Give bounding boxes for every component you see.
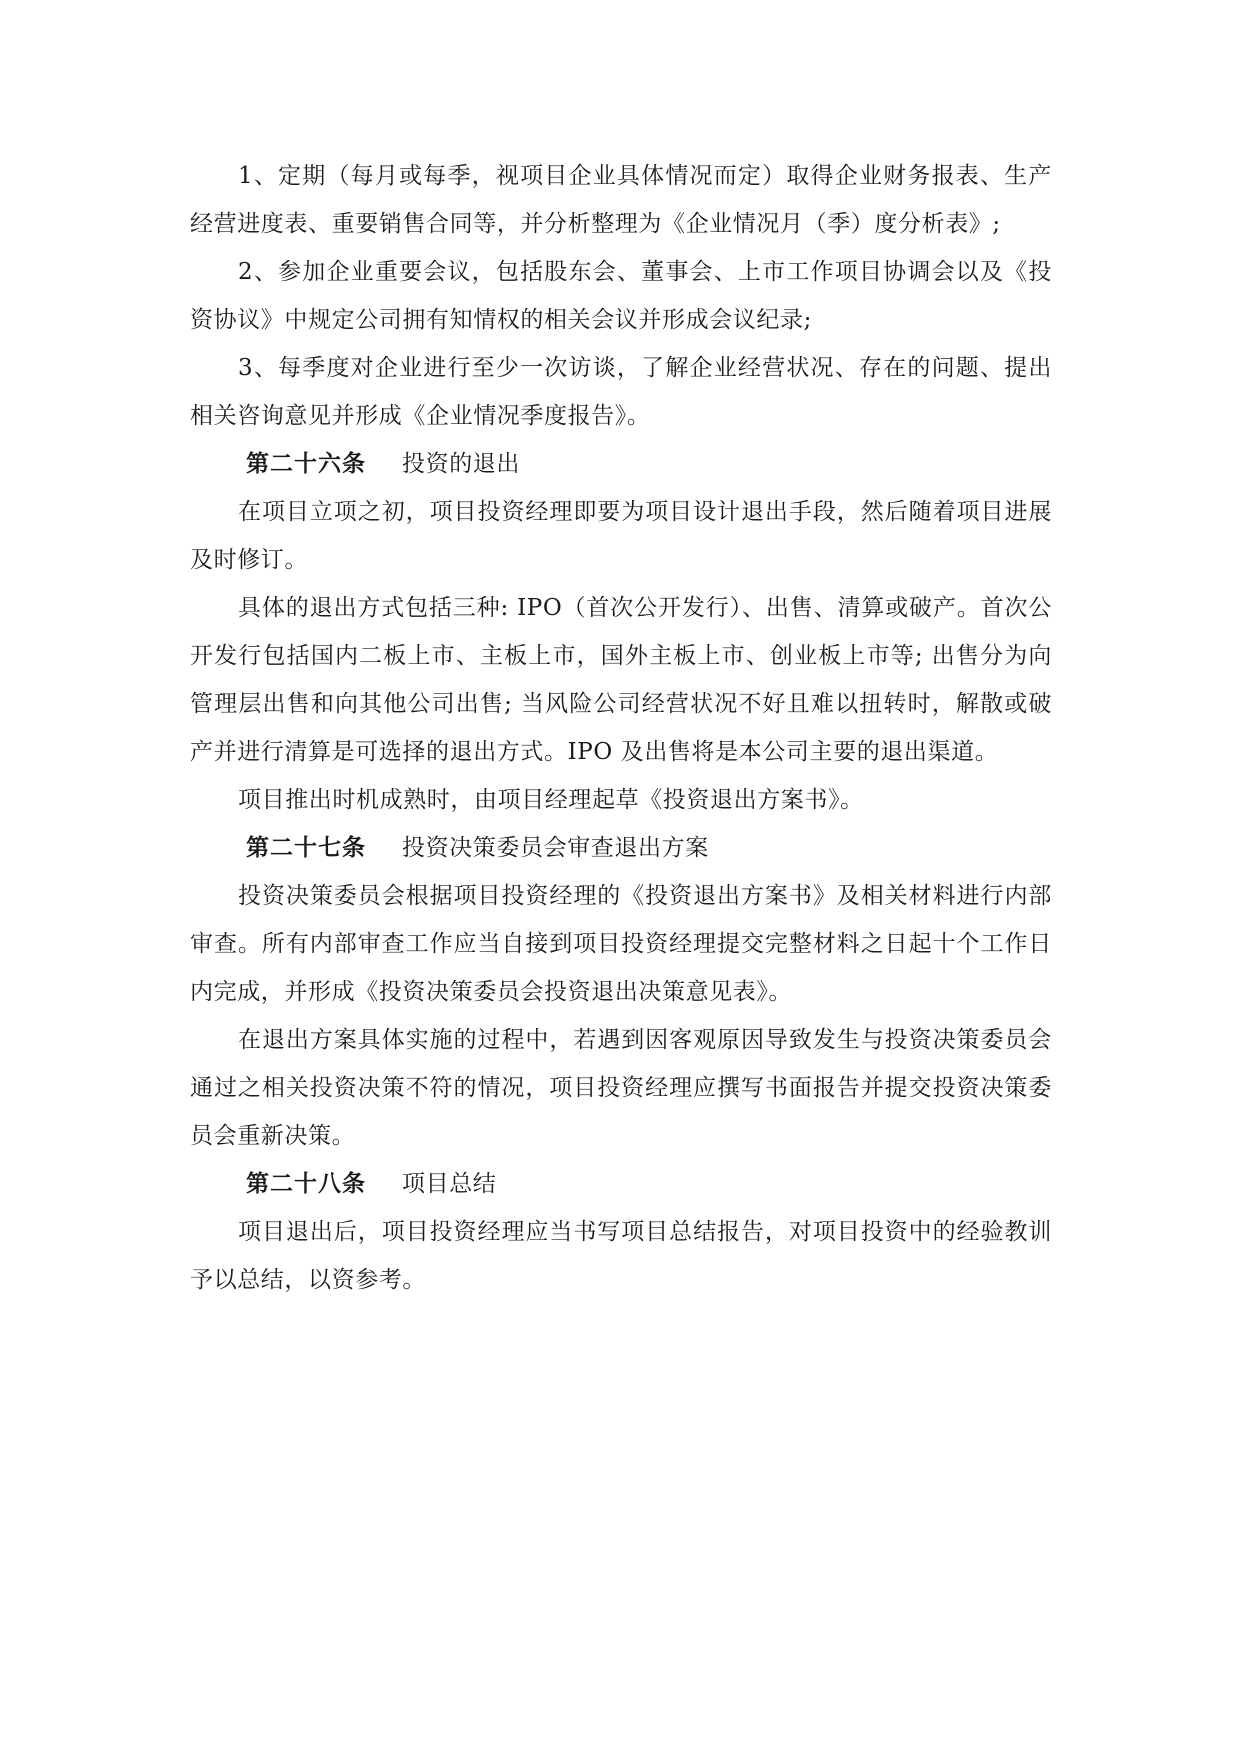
- article-27-number: 第二十七条: [246, 835, 366, 861]
- article-28-title: 项目总结: [402, 1171, 497, 1197]
- document-body: [190, 152, 1052, 1304]
- article-28-paragraph-1: 项目退出后，项目投资经理应当书写项目总结报告，对项目投资中的经验教训予以总结，以资参考。: [190, 1219, 1052, 1293]
- paragraph-monitoring-1: 1、定期（每月或每季，视项目企业具体情况而定）取得企业财务报表、生产经营进度表、重要销售合同等，并分析整理为《企业情况月（季）度分析表》;: [190, 163, 1052, 237]
- article-27-title: 投资决策委员会审查退出方案: [402, 835, 709, 861]
- article-28-heading: [190, 1160, 1052, 1208]
- paragraph-monitoring-3: 3、每季度对企业进行至少一次访谈，了解企业经营状况、存在的问题、提出相关咨询意见并形成《企业情况季度报告》。: [190, 355, 1052, 429]
- article-27-paragraph-1: 投资决策委员会根据项目投资经理的《投资退出方案书》及相关材料进行内部审查。所有内部审查工作应当自接到项目投资经理提交完整材料之日起十个工作日内完成，并形成《投资决策委员会投资退出决策意见表》。: [190, 883, 1052, 1005]
- article-28-number: 第二十八条: [246, 1171, 366, 1197]
- paragraph-monitoring-2: 2、参加企业重要会议，包括股东会、董事会、上市工作项目协调会以及《投资协议》中规定公司拥有知情权的相关会议并形成会议纪录;: [190, 259, 1052, 333]
- article-26-number: 第二十六条: [246, 451, 366, 477]
- article-26-paragraph-2: 具体的退出方式包括三种: IPO（首次公开发行）、出售、清算或破产。首次公开发行包括国内二板上市、主板上市，国外主板上市、创业板上市等; 出售分为向管理层出售和向其他公司出售; 当风险公司经营状况不好且难以扭转时，解散或破产并进行清算是可选择的退出方式。IPO 及出售将是本公司主要的退出渠道。: [190, 595, 1052, 765]
- article-27-paragraph-2: 在退出方案具体实施的过程中，若遇到因客观原因导致发生与投资决策委员会通过之相关投资决策不符的情况，项目投资经理应撰写书面报告并提交投资决策委员会重新决策。: [190, 1027, 1052, 1149]
- article-26-title: 投资的退出: [402, 451, 520, 477]
- article-26-heading: [190, 440, 1052, 488]
- article-27-heading: [190, 824, 1052, 872]
- article-26-paragraph-3: 项目推出时机成熟时，由项目经理起草《投资退出方案书》。: [238, 787, 864, 813]
- article-26-paragraph-1: 在项目立项之初，项目投资经理即要为项目设计退出手段，然后随着项目进展及时修订。: [190, 499, 1052, 573]
